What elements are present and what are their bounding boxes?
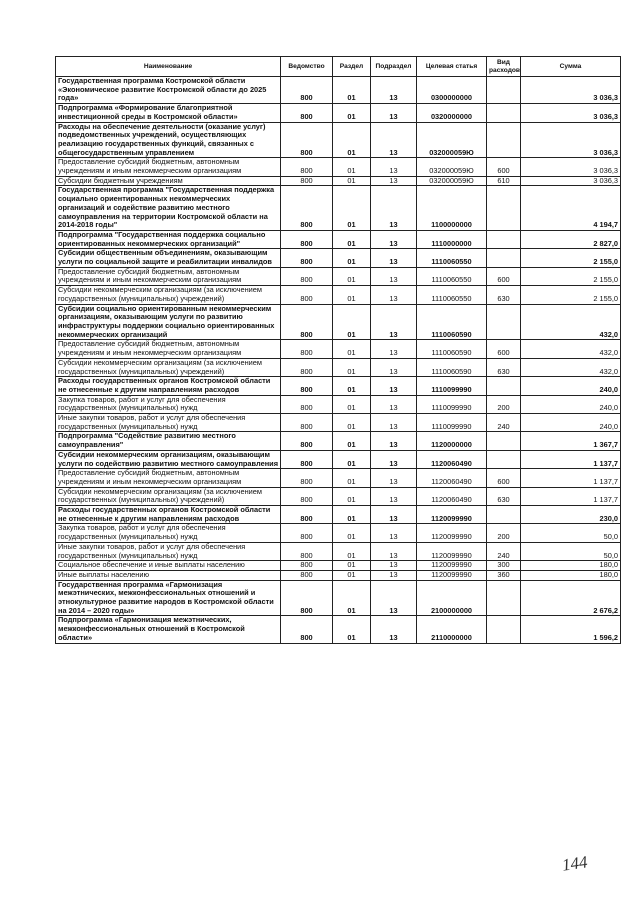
row-dept: 800: [281, 506, 333, 524]
row-target: 1120060490: [417, 487, 487, 505]
row-name: Субсидии некоммерческим организациям, оказывающим услуги по содействию развитию местного самоуправления: [56, 450, 281, 468]
row-sum: 2 155,0: [521, 249, 621, 267]
row-target: 1110099990: [417, 395, 487, 413]
table-row: [56, 570, 621, 580]
table-row: [56, 524, 621, 542]
row-subsection: 13: [371, 340, 417, 358]
table-row: [56, 561, 621, 571]
row-section: 01: [333, 487, 371, 505]
row-dept: 800: [281, 414, 333, 432]
row-subsection: 13: [371, 450, 417, 468]
row-sum: 3 036,3: [521, 176, 621, 186]
row-exptype: 300: [487, 561, 521, 571]
table-row: [56, 77, 621, 104]
table-row: [56, 122, 621, 158]
row-exptype: 630: [487, 358, 521, 376]
row-dept: 800: [281, 340, 333, 358]
row-sum: 1 596,2: [521, 616, 621, 643]
row-name: Предоставление субсидий бюджетным, автономным учреждениям и иным некоммерческим организациям: [56, 469, 281, 487]
row-exptype: 240: [487, 542, 521, 560]
row-dept: 800: [281, 358, 333, 376]
table-row: [56, 340, 621, 358]
row-target: 1110000000: [417, 230, 487, 248]
row-name: Подпрограмма "Содействие развитию местного самоуправления": [56, 432, 281, 450]
table-row: [56, 249, 621, 267]
row-name: Социальное обеспечение и иные выплаты населению: [56, 561, 281, 571]
row-exptype: 600: [487, 340, 521, 358]
row-section: 01: [333, 524, 371, 542]
table-row: [56, 104, 621, 122]
row-subsection: 13: [371, 104, 417, 122]
table-row: [56, 158, 621, 176]
row-dept: 800: [281, 249, 333, 267]
row-name: Закупка товаров, работ и услуг для обеспечения государственных (муниципальных) нужд: [56, 395, 281, 413]
row-exptype: [487, 77, 521, 104]
row-subsection: 13: [371, 186, 417, 231]
row-exptype: 200: [487, 524, 521, 542]
row-section: 01: [333, 230, 371, 248]
row-exptype: [487, 230, 521, 248]
row-sum: 50,0: [521, 542, 621, 560]
table-row: [56, 616, 621, 643]
row-subsection: 13: [371, 395, 417, 413]
row-dept: 800: [281, 432, 333, 450]
row-exptype: 600: [487, 469, 521, 487]
row-exptype: [487, 377, 521, 395]
row-name: Иные закупки товаров, работ и услуг для обеспечения государственных (муниципальных) нужд: [56, 414, 281, 432]
row-subsection: 13: [371, 230, 417, 248]
row-dept: 800: [281, 450, 333, 468]
row-dept: 800: [281, 267, 333, 285]
row-exptype: 600: [487, 158, 521, 176]
row-exptype: [487, 616, 521, 643]
row-target: 1110060550: [417, 286, 487, 304]
row-section: 01: [333, 340, 371, 358]
row-section: 01: [333, 561, 371, 571]
row-name: Предоставление субсидий бюджетным, автономным учреждениям и иным некоммерческим организациям: [56, 267, 281, 285]
header-sum: Сумма: [521, 57, 621, 77]
row-sum: 4 194,7: [521, 186, 621, 231]
row-sum: 2 155,0: [521, 286, 621, 304]
row-target: 1110060550: [417, 267, 487, 285]
row-section: 01: [333, 286, 371, 304]
budget-table: [55, 56, 621, 644]
row-sum: 1 367,7: [521, 432, 621, 450]
row-sum: 240,0: [521, 395, 621, 413]
row-subsection: 13: [371, 487, 417, 505]
row-exptype: [487, 304, 521, 340]
header-exptype: Вид расходов: [487, 57, 521, 77]
row-name: Подпрограмма «Гармонизация межэтнических, межконфессиональных отношений в Костромской области»: [56, 616, 281, 643]
row-sum: 180,0: [521, 561, 621, 571]
row-exptype: 600: [487, 267, 521, 285]
row-dept: 800: [281, 304, 333, 340]
row-target: 032000059Ю: [417, 158, 487, 176]
row-subsection: 13: [371, 77, 417, 104]
row-target: 1110099990: [417, 377, 487, 395]
row-section: 01: [333, 176, 371, 186]
row-target: 0300000000: [417, 77, 487, 104]
row-section: 01: [333, 158, 371, 176]
row-sum: 3 036,3: [521, 122, 621, 158]
row-subsection: 13: [371, 377, 417, 395]
row-exptype: 610: [487, 176, 521, 186]
row-name: Иные закупки товаров, работ и услуг для обеспечения государственных (муниципальных) нужд: [56, 542, 281, 560]
row-subsection: 13: [371, 580, 417, 616]
table-row: [56, 377, 621, 395]
row-section: 01: [333, 542, 371, 560]
header-dept: Ведомство: [281, 57, 333, 77]
row-sum: 1 137,7: [521, 450, 621, 468]
row-dept: 800: [281, 77, 333, 104]
row-exptype: [487, 186, 521, 231]
table-row: [56, 506, 621, 524]
row-dept: 800: [281, 176, 333, 186]
row-name: Субсидии некоммерческим организациям (за исключением государственных (муниципальных) учреждений): [56, 487, 281, 505]
row-target: 2100000000: [417, 580, 487, 616]
row-name: Расходы государственных органов Костромской области не отнесенные к другим направлениям расходов: [56, 377, 281, 395]
row-section: 01: [333, 104, 371, 122]
header-target: Целевая статья: [417, 57, 487, 77]
table-row: [56, 450, 621, 468]
row-subsection: 13: [371, 358, 417, 376]
row-name: Иные выплаты населению: [56, 570, 281, 580]
row-sum: 240,0: [521, 414, 621, 432]
row-subsection: 13: [371, 286, 417, 304]
row-section: 01: [333, 450, 371, 468]
row-dept: 800: [281, 487, 333, 505]
row-exptype: [487, 580, 521, 616]
table-row: [56, 186, 621, 231]
row-dept: 800: [281, 524, 333, 542]
row-dept: 800: [281, 580, 333, 616]
table-row: [56, 267, 621, 285]
row-subsection: 13: [371, 158, 417, 176]
row-subsection: 13: [371, 542, 417, 560]
row-section: 01: [333, 122, 371, 158]
table-row: [56, 230, 621, 248]
row-sum: 230,0: [521, 506, 621, 524]
row-dept: 800: [281, 230, 333, 248]
row-dept: 800: [281, 616, 333, 643]
row-name: Предоставление субсидий бюджетным, автономным учреждениям и иным некоммерческим организациям: [56, 158, 281, 176]
row-dept: 800: [281, 186, 333, 231]
row-exptype: 240: [487, 414, 521, 432]
row-sum: 3 036,3: [521, 104, 621, 122]
row-dept: 800: [281, 377, 333, 395]
table-row: [56, 542, 621, 560]
row-name: Расходы государственных органов Костромской области не отнесенные к другим направлениям расходов: [56, 506, 281, 524]
row-exptype: [487, 506, 521, 524]
row-dept: 800: [281, 542, 333, 560]
table-row: [56, 414, 621, 432]
row-dept: 800: [281, 469, 333, 487]
row-dept: 800: [281, 104, 333, 122]
row-target: 1110060590: [417, 304, 487, 340]
table-body: [56, 77, 621, 644]
table-row: [56, 358, 621, 376]
row-target: 1110060590: [417, 340, 487, 358]
row-subsection: 13: [371, 506, 417, 524]
row-sum: 50,0: [521, 524, 621, 542]
row-subsection: 13: [371, 122, 417, 158]
row-name: Субсидии общественным объединениям, оказывающим услуги по социальной защите и реабилитации инвалидов: [56, 249, 281, 267]
row-exptype: [487, 122, 521, 158]
row-dept: 800: [281, 122, 333, 158]
row-name: Предоставление субсидий бюджетным, автономным учреждениям и иным некоммерческим организациям: [56, 340, 281, 358]
row-section: 01: [333, 469, 371, 487]
row-dept: 800: [281, 561, 333, 571]
row-sum: 432,0: [521, 304, 621, 340]
row-subsection: 13: [371, 469, 417, 487]
table-header-row: [56, 57, 621, 77]
row-exptype: 360: [487, 570, 521, 580]
row-exptype: 630: [487, 286, 521, 304]
page-number: 144: [560, 852, 589, 875]
row-target: 1110060590: [417, 358, 487, 376]
row-exptype: 200: [487, 395, 521, 413]
table-row: [56, 487, 621, 505]
row-subsection: 13: [371, 267, 417, 285]
row-target: 1120000000: [417, 432, 487, 450]
row-target: 0320000000: [417, 104, 487, 122]
row-target: 2110000000: [417, 616, 487, 643]
row-sum: 1 137,7: [521, 487, 621, 505]
row-target: 1120060490: [417, 469, 487, 487]
row-sum: 3 036,3: [521, 77, 621, 104]
row-subsection: 13: [371, 249, 417, 267]
row-sum: 1 137,7: [521, 469, 621, 487]
row-name: Расходы на обеспечение деятельности (оказание услуг) подведомственных учреждений, осуществляющих реализацию государственных функций, связанных с общегосударственным управлением: [56, 122, 281, 158]
row-target: 1120099990: [417, 542, 487, 560]
row-exptype: [487, 104, 521, 122]
row-dept: 800: [281, 570, 333, 580]
row-target: 032000059Ю: [417, 122, 487, 158]
row-section: 01: [333, 358, 371, 376]
table-row: [56, 395, 621, 413]
row-sum: 2 676,2: [521, 580, 621, 616]
row-section: 01: [333, 432, 371, 450]
row-name: Закупка товаров, работ и услуг для обеспечения государственных (муниципальных) нужд: [56, 524, 281, 542]
row-exptype: 630: [487, 487, 521, 505]
row-subsection: 13: [371, 570, 417, 580]
row-target: 1110060550: [417, 249, 487, 267]
table-row: [56, 304, 621, 340]
row-name: Государственная программа Костромской области «Экономическое развитие Костромской области до 2025 года»: [56, 77, 281, 104]
row-dept: 800: [281, 395, 333, 413]
row-subsection: 13: [371, 304, 417, 340]
row-section: 01: [333, 77, 371, 104]
row-section: 01: [333, 616, 371, 643]
table-row: [56, 176, 621, 186]
table-row: [56, 286, 621, 304]
row-name: Государственная программа «Гармонизация межэтнических, межконфессиональных отношений и этнокультурное развитие народов в Костромской области на 2014 – 2020 годы»: [56, 580, 281, 616]
row-target: 1110099990: [417, 414, 487, 432]
table-row: [56, 432, 621, 450]
row-sum: 180,0: [521, 570, 621, 580]
row-subsection: 13: [371, 432, 417, 450]
row-name: Государственная программа "Государственная поддержка социально ориентированных некоммерческих организаций и содействие развитию местного самоуправления на территории Костромской области на 2014-2018 годы": [56, 186, 281, 231]
row-section: 01: [333, 395, 371, 413]
row-sum: 3 036,3: [521, 158, 621, 176]
row-target: 1120099990: [417, 561, 487, 571]
row-section: 01: [333, 267, 371, 285]
header-name: Наименование: [56, 57, 281, 77]
row-sum: 240,0: [521, 377, 621, 395]
row-name: Субсидии социально ориентированным некоммерческим организациям, оказывающим услуги по развитию инфраструктуры поддержки социально ориентированных некоммерческих организаций: [56, 304, 281, 340]
row-target: 1120099990: [417, 570, 487, 580]
row-name: Субсидии некоммерческим организациям (за исключением государственных (муниципальных) учреждений): [56, 358, 281, 376]
row-target: 1120099990: [417, 524, 487, 542]
row-name: Субсидии некоммерческим организациям (за исключением государственных (муниципальных) учреждений): [56, 286, 281, 304]
row-target: 032000059Ю: [417, 176, 487, 186]
row-name: Подпрограмма "Государственная поддержка социально ориентированных некоммерческих организаций": [56, 230, 281, 248]
row-section: 01: [333, 570, 371, 580]
row-sum: 2 155,0: [521, 267, 621, 285]
row-subsection: 13: [371, 616, 417, 643]
row-sum: 432,0: [521, 340, 621, 358]
table-row: [56, 469, 621, 487]
row-section: 01: [333, 414, 371, 432]
row-subsection: 13: [371, 524, 417, 542]
row-subsection: 13: [371, 414, 417, 432]
row-section: 01: [333, 186, 371, 231]
row-exptype: [487, 249, 521, 267]
table-row: [56, 580, 621, 616]
row-target: 1100000000: [417, 186, 487, 231]
row-sum: 2 827,0: [521, 230, 621, 248]
row-target: 1120060490: [417, 450, 487, 468]
header-subsection: Подраздел: [371, 57, 417, 77]
row-target: 1120099990: [417, 506, 487, 524]
row-name: Подпрограмма «Формирование благоприятной инвестиционной среды в Костромской области»: [56, 104, 281, 122]
row-sum: 432,0: [521, 358, 621, 376]
row-exptype: [487, 432, 521, 450]
header-section: Раздел: [333, 57, 371, 77]
row-exptype: [487, 450, 521, 468]
row-dept: 800: [281, 286, 333, 304]
row-name: Субсидии бюджетным учреждениям: [56, 176, 281, 186]
row-section: 01: [333, 304, 371, 340]
row-section: 01: [333, 580, 371, 616]
row-subsection: 13: [371, 176, 417, 186]
row-subsection: 13: [371, 561, 417, 571]
row-dept: 800: [281, 158, 333, 176]
row-section: 01: [333, 249, 371, 267]
row-section: 01: [333, 506, 371, 524]
row-section: 01: [333, 377, 371, 395]
